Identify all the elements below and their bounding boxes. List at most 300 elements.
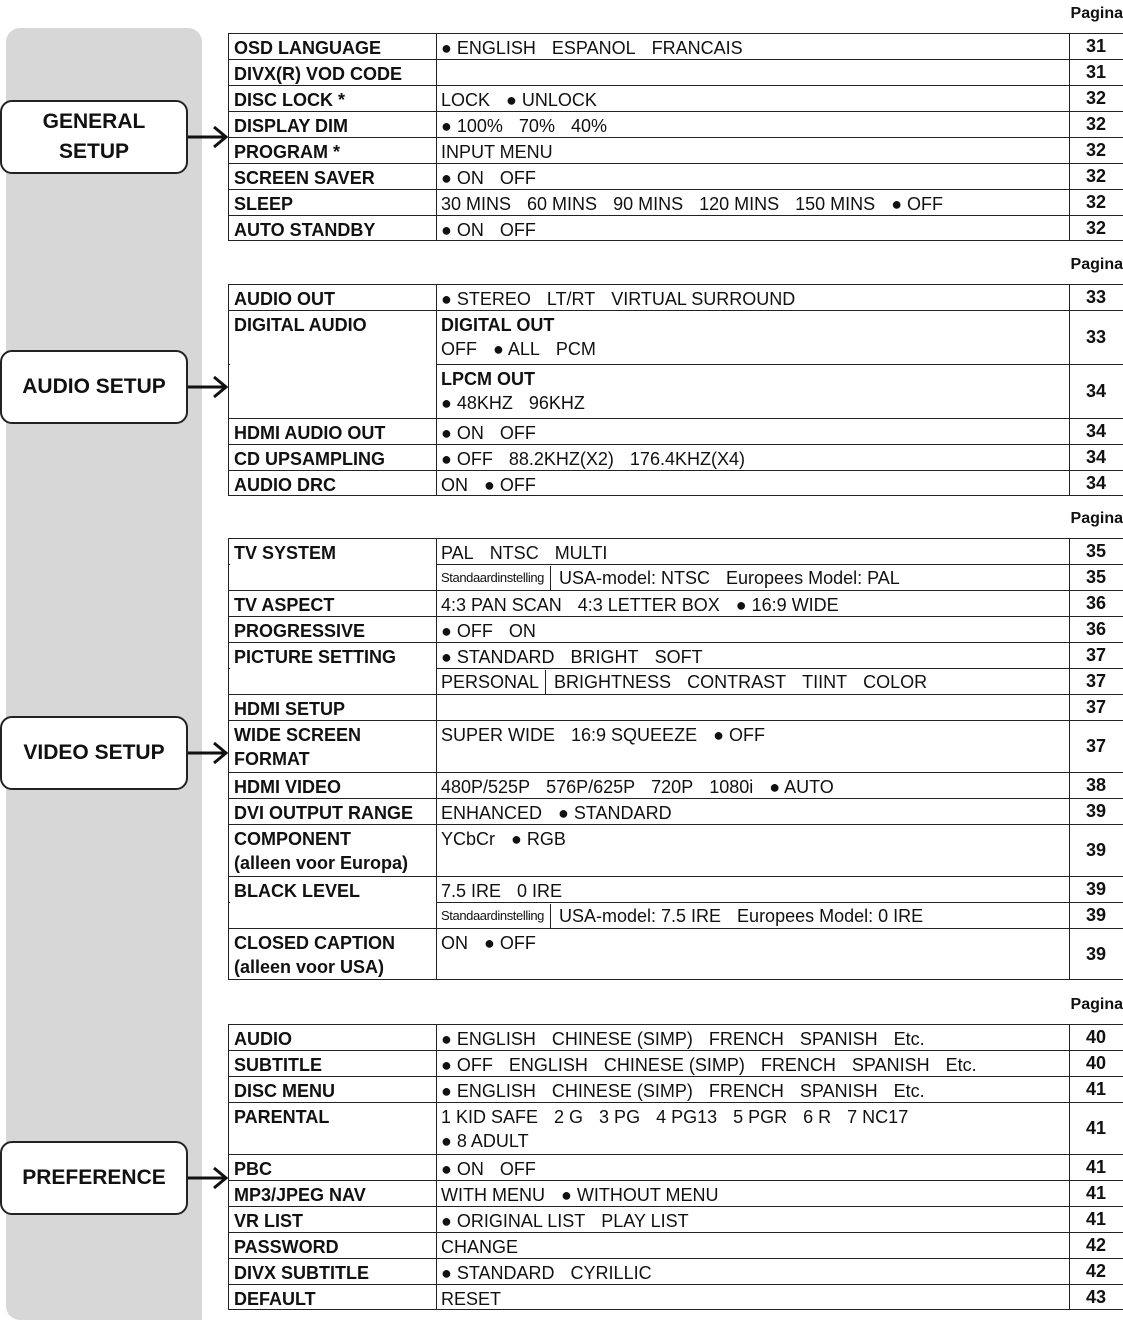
option-value: ● 16:9 WIDE xyxy=(735,595,839,615)
table-row xyxy=(228,137,1123,163)
option-value: CHINESE (SIMP) xyxy=(551,1029,693,1049)
option-value: LOCK xyxy=(441,90,491,110)
option-value: 4 PG13 xyxy=(656,1107,718,1127)
option-value: ● ORIGINAL LIST xyxy=(441,1211,586,1231)
setting-name xyxy=(228,60,437,85)
table-row xyxy=(228,189,1123,215)
table-row xyxy=(228,694,1123,720)
setting-name-text: SCREEN SAVER xyxy=(234,168,375,188)
page-number: 32 xyxy=(1069,138,1123,163)
setting-options xyxy=(437,1025,1069,1050)
page-number: 34 xyxy=(1069,419,1123,444)
setting-name-text: CLOSED CAPTION xyxy=(234,933,396,953)
table-row xyxy=(228,1180,1123,1206)
option-value: 7.5 IRE xyxy=(441,881,502,901)
option-value: 150 MINS xyxy=(795,194,876,214)
option-value: SPANISH xyxy=(799,1081,878,1101)
section-label-line: AUDIO SETUP xyxy=(22,375,166,398)
setting-name xyxy=(228,721,437,772)
option-value: FRANCAIS xyxy=(651,38,743,58)
page-number: 32 xyxy=(1069,164,1123,189)
option-group-label: Standaardinstelling xyxy=(441,566,551,590)
option-value: ● 48KHZ xyxy=(441,393,513,413)
option-value: 2 G xyxy=(554,1107,584,1127)
table-row xyxy=(228,1076,1123,1102)
setting-name xyxy=(228,877,437,902)
setting-name-note: (alleen voor Europa) xyxy=(234,853,409,873)
page-number: 43 xyxy=(1069,1285,1123,1309)
table-row xyxy=(228,1232,1123,1258)
option-value: SPANISH xyxy=(851,1055,930,1075)
page-number: 39 xyxy=(1069,877,1123,902)
option-value: 96KHZ xyxy=(528,393,585,413)
table-row xyxy=(228,1258,1123,1284)
table-row xyxy=(228,1284,1123,1310)
setting-options xyxy=(437,365,1069,418)
setting-name xyxy=(228,825,437,876)
option-value: CYRILLIC xyxy=(570,1263,652,1283)
setting-name xyxy=(228,617,437,642)
setting-name xyxy=(228,695,437,720)
page-number: 35 xyxy=(1069,539,1123,564)
option-value: ● 100% xyxy=(441,116,503,136)
section-label-line: PREFERENCE xyxy=(22,1166,166,1189)
page-number: 37 xyxy=(1069,721,1123,772)
option-value: ● OFF xyxy=(441,621,493,641)
option-value: BRIGHTNESS xyxy=(554,671,672,692)
setting-name-text: VR LIST xyxy=(234,1211,304,1231)
option-value: OFF xyxy=(499,423,536,443)
setting-name xyxy=(228,34,437,59)
setting-name xyxy=(228,799,437,824)
setting-name-text: HDMI AUDIO OUT xyxy=(234,423,386,443)
table-row xyxy=(228,928,1123,980)
table-row xyxy=(228,33,1123,59)
page-number: 33 xyxy=(1069,285,1123,310)
setting-name xyxy=(228,565,437,590)
option-value: COLOR xyxy=(863,671,928,692)
table-row xyxy=(228,1154,1123,1180)
option-subheading: LPCM OUT xyxy=(441,369,535,389)
setting-name-text: AUDIO DRC xyxy=(234,475,336,495)
page-number: 32 xyxy=(1069,112,1123,137)
pagina-label: Pagina xyxy=(1070,996,1123,1013)
option-value: WITH MENU xyxy=(441,1185,545,1205)
setting-name-text: DIGITAL AUDIO xyxy=(234,315,367,335)
setting-options xyxy=(437,799,1069,824)
page-number: 39 xyxy=(1069,929,1123,979)
page-number: 37 xyxy=(1069,669,1123,694)
option-value: SOFT xyxy=(654,647,703,667)
option-value: ● RGB xyxy=(511,829,566,849)
option-value: OFF xyxy=(441,339,477,359)
table-row xyxy=(228,284,1123,310)
section-button-1[interactable] xyxy=(0,350,188,424)
setting-name xyxy=(228,311,437,364)
option-value: CHINESE (SIMP) xyxy=(551,1081,693,1101)
setting-name-text: DIVX SUBTITLE xyxy=(234,1263,370,1283)
table-row xyxy=(228,310,1123,364)
setting-options xyxy=(437,471,1069,495)
option-value: ● STANDARD xyxy=(558,803,672,823)
setting-name-text: PROGRAM * xyxy=(234,142,341,162)
option-value: 16:9 SQUEEZE xyxy=(571,725,698,745)
setting-options xyxy=(437,190,1069,215)
setting-name-text: AUTO STANDBY xyxy=(234,220,376,240)
setting-options xyxy=(437,669,1069,694)
page-number: 32 xyxy=(1069,216,1123,240)
setting-name xyxy=(228,216,437,240)
option-value: FRENCH xyxy=(708,1029,784,1049)
table-row xyxy=(228,616,1123,642)
setting-name xyxy=(228,1077,437,1102)
setting-name xyxy=(228,643,437,668)
option-value: ● UNLOCK xyxy=(506,90,597,110)
setting-options xyxy=(437,825,1069,876)
option-value: FRENCH xyxy=(760,1055,836,1075)
setting-name-text: TV ASPECT xyxy=(234,595,335,615)
page-number: 40 xyxy=(1069,1051,1123,1076)
section-button-0[interactable] xyxy=(0,100,188,174)
page-number: 40 xyxy=(1069,1025,1123,1050)
setting-name xyxy=(228,86,437,111)
table-row xyxy=(228,470,1123,496)
option-value: ● STANDARD xyxy=(441,1263,555,1283)
table-row xyxy=(228,642,1123,668)
setting-name-text: SUBTITLE xyxy=(234,1055,322,1075)
table-row xyxy=(228,590,1123,616)
page-number: 33 xyxy=(1069,311,1123,364)
setting-name xyxy=(228,419,437,444)
option-value: ● OFF xyxy=(484,933,536,953)
option-value: ● ON xyxy=(441,168,484,188)
option-value: ON xyxy=(508,621,536,641)
setting-options xyxy=(437,34,1069,59)
setting-options xyxy=(437,1285,1069,1309)
page-number: 37 xyxy=(1069,695,1123,720)
setting-name xyxy=(228,1233,437,1258)
setting-options xyxy=(437,1259,1069,1284)
option-value: 30 MINS xyxy=(441,194,512,214)
option-value: 720P xyxy=(651,777,694,797)
option-value: ● STEREO xyxy=(441,289,531,309)
option-value: ● OFF xyxy=(891,194,944,214)
arrow-right-icon xyxy=(188,1165,230,1191)
setting-options xyxy=(437,591,1069,616)
option-value: ● STANDARD xyxy=(441,647,555,667)
pagina-label: Pagina xyxy=(1070,5,1123,22)
page-number: 39 xyxy=(1069,825,1123,876)
option-value: NTSC xyxy=(489,543,539,563)
setting-name xyxy=(228,138,437,163)
option-value: PCM xyxy=(555,339,596,359)
page-number: 32 xyxy=(1069,190,1123,215)
option-value: USA-model: 7.5 IRE xyxy=(558,905,722,926)
option-subheading: DIGITAL OUT xyxy=(441,315,555,335)
setting-name xyxy=(228,1155,437,1180)
option-value: 3 PG xyxy=(599,1107,641,1127)
option-value: 0 IRE xyxy=(517,881,563,901)
page-number: 34 xyxy=(1069,471,1123,495)
option-value: 4:3 PAN SCAN xyxy=(441,595,562,615)
option-value: VIRTUAL SURROUND xyxy=(611,289,796,309)
setting-name-text: PROGRESSIVE xyxy=(234,621,366,641)
option-value: ESPANOL xyxy=(551,38,636,58)
option-value: ● AUTO xyxy=(769,777,834,797)
page-number: 35 xyxy=(1069,565,1123,590)
page-number: 41 xyxy=(1069,1103,1123,1154)
setting-name xyxy=(228,929,437,979)
option-value: ● ENGLISH xyxy=(441,38,536,58)
option-value: 6 R xyxy=(803,1107,832,1127)
option-value: 1 KID SAFE xyxy=(441,1107,539,1127)
option-value: SPANISH xyxy=(799,1029,878,1049)
option-value: ENHANCED xyxy=(441,803,543,823)
option-value: BRIGHT xyxy=(570,647,639,667)
option-value: 1080i xyxy=(709,777,754,797)
setting-options xyxy=(437,60,1069,85)
option-value: ● 8 ADULT xyxy=(441,1131,529,1151)
option-value: 60 MINS xyxy=(527,194,598,214)
page-number: 42 xyxy=(1069,1259,1123,1284)
arrow-right-icon xyxy=(188,124,230,150)
pagina-label: Pagina xyxy=(1070,510,1123,527)
option-group-label: PERSONAL xyxy=(441,670,546,694)
settings-table xyxy=(228,1024,1123,1310)
setting-name-text: DVI OUTPUT RANGE xyxy=(234,803,414,823)
setting-options xyxy=(437,1207,1069,1232)
setting-options xyxy=(437,86,1069,111)
settings-table xyxy=(228,284,1123,496)
table-row xyxy=(228,163,1123,189)
setting-name xyxy=(228,1051,437,1076)
section-sidebar xyxy=(6,28,202,1320)
setting-name-text: PARENTAL xyxy=(234,1107,330,1127)
page-number: 41 xyxy=(1069,1181,1123,1206)
option-value: 70% xyxy=(518,116,555,136)
option-value: MULTI xyxy=(554,543,608,563)
table-row xyxy=(228,564,1123,590)
page-number: 39 xyxy=(1069,903,1123,928)
page-number: 36 xyxy=(1069,591,1123,616)
setting-name xyxy=(228,471,437,495)
option-value: ● ENGLISH xyxy=(441,1029,536,1049)
setting-options xyxy=(437,903,1069,928)
table-row xyxy=(228,1102,1123,1154)
setting-options xyxy=(437,565,1069,590)
setting-name-text: TV SYSTEM xyxy=(234,543,337,563)
option-value: ● OFF xyxy=(441,449,493,469)
table-row xyxy=(228,668,1123,694)
option-value: ● ENGLISH xyxy=(441,1081,536,1101)
table-row xyxy=(228,59,1123,85)
setting-options xyxy=(437,721,1069,772)
setting-name xyxy=(228,1025,437,1050)
option-value: ● ALL xyxy=(493,339,540,359)
option-value: ● WITHOUT MENU xyxy=(560,1185,719,1205)
option-value: Etc. xyxy=(945,1055,977,1075)
setting-name-note: FORMAT xyxy=(234,749,310,769)
option-value: Europees Model: 0 IRE xyxy=(737,905,924,926)
option-value: YCbCr xyxy=(441,829,496,849)
setting-name xyxy=(228,164,437,189)
setting-name-text: DEFAULT xyxy=(234,1289,316,1309)
page-number: 34 xyxy=(1069,365,1123,418)
page-number: 36 xyxy=(1069,617,1123,642)
setting-name xyxy=(228,445,437,470)
option-value: ● ON xyxy=(441,423,484,443)
option-value: RESET xyxy=(441,1289,502,1309)
option-value: ● OFF xyxy=(441,1055,493,1075)
page-number: 41 xyxy=(1069,1077,1123,1102)
setting-name xyxy=(228,903,437,928)
option-value: LT/RT xyxy=(546,289,596,309)
setting-options xyxy=(437,929,1069,979)
setting-name xyxy=(228,669,437,694)
page-number: 39 xyxy=(1069,799,1123,824)
setting-name xyxy=(228,1207,437,1232)
table-row xyxy=(228,876,1123,902)
option-value: PAL xyxy=(441,543,474,563)
option-value: ● OFF xyxy=(484,475,536,495)
option-value: 480P/525P xyxy=(441,777,531,797)
table-row xyxy=(228,364,1123,418)
option-value: SUPER WIDE xyxy=(441,725,556,745)
setting-name-text: OSD LANGUAGE xyxy=(234,38,382,58)
setting-name xyxy=(228,591,437,616)
option-value: 7 NC17 xyxy=(847,1107,909,1127)
setting-name xyxy=(228,365,437,418)
table-row xyxy=(228,1050,1123,1076)
setting-options xyxy=(437,617,1069,642)
section-button-2[interactable] xyxy=(0,716,188,790)
option-value: PLAY LIST xyxy=(601,1211,689,1231)
setting-options xyxy=(437,311,1069,364)
page-number: 42 xyxy=(1069,1233,1123,1258)
table-row xyxy=(228,444,1123,470)
option-value: Etc. xyxy=(893,1029,925,1049)
section-label-line: SETUP xyxy=(58,140,129,163)
setting-name-text: PICTURE SETTING xyxy=(234,647,397,667)
setting-name-text: MP3/JPEG NAV xyxy=(234,1185,366,1205)
table-row xyxy=(228,85,1123,111)
setting-name-text: PBC xyxy=(234,1159,273,1179)
option-value: OFF xyxy=(499,1159,536,1179)
option-value: FRENCH xyxy=(708,1081,784,1101)
option-value: USA-model: NTSC xyxy=(558,567,711,588)
section-button-3[interactable] xyxy=(0,1141,188,1215)
table-row xyxy=(228,418,1123,444)
option-value: 4:3 LETTER BOX xyxy=(577,595,720,615)
table-row xyxy=(228,538,1123,564)
setting-options xyxy=(437,773,1069,798)
setting-name-text: DIVX(R) VOD CODE xyxy=(234,64,403,84)
page-number: 41 xyxy=(1069,1207,1123,1232)
setting-name xyxy=(228,539,437,564)
page-number: 37 xyxy=(1069,643,1123,668)
option-value: CHINESE (SIMP) xyxy=(603,1055,745,1075)
setting-options xyxy=(437,695,1069,720)
setting-name xyxy=(228,190,437,215)
setting-options xyxy=(437,1181,1069,1206)
arrow-right-icon xyxy=(188,374,230,400)
setting-name-text: DISC LOCK * xyxy=(234,90,346,110)
setting-name xyxy=(228,1103,437,1154)
table-row xyxy=(228,772,1123,798)
page-number: 31 xyxy=(1069,60,1123,85)
setting-options xyxy=(437,1233,1069,1258)
option-value: 576P/625P xyxy=(546,777,636,797)
setting-name-text: DISC MENU xyxy=(234,1081,336,1101)
option-value: CONTRAST xyxy=(687,671,787,692)
option-value: Etc. xyxy=(893,1081,925,1101)
setting-options xyxy=(437,138,1069,163)
option-value: CHANGE xyxy=(441,1237,519,1257)
setting-options xyxy=(437,1051,1069,1076)
table-row xyxy=(228,824,1123,876)
settings-table xyxy=(228,538,1123,980)
arrow-right-icon xyxy=(188,740,230,766)
table-row xyxy=(228,720,1123,772)
option-value: 40% xyxy=(570,116,607,136)
table-row xyxy=(228,215,1123,241)
setting-name xyxy=(228,112,437,137)
option-value: 88.2KHZ(X2) xyxy=(508,449,614,469)
setting-options xyxy=(437,1155,1069,1180)
setting-name xyxy=(228,773,437,798)
option-value: 5 PGR xyxy=(733,1107,788,1127)
option-value: Europees Model: PAL xyxy=(726,567,900,588)
setting-name-text: AUDIO OUT xyxy=(234,289,335,309)
setting-name-text: PASSWORD xyxy=(234,1237,339,1257)
table-row xyxy=(228,798,1123,824)
setting-options xyxy=(437,1077,1069,1102)
option-group-label: Standaardinstelling xyxy=(441,904,551,928)
setting-name xyxy=(228,1181,437,1206)
option-value: 176.4KHZ(X4) xyxy=(629,449,745,469)
page-number: 38 xyxy=(1069,773,1123,798)
setting-options xyxy=(437,164,1069,189)
option-value: OFF xyxy=(499,220,536,240)
pagina-label: Pagina xyxy=(1070,256,1123,273)
setting-options xyxy=(437,1103,1069,1154)
setting-options xyxy=(437,643,1069,668)
setting-name-text: WIDE SCREEN xyxy=(234,725,362,745)
page-number: 31 xyxy=(1069,34,1123,59)
option-value: ON xyxy=(441,475,468,495)
table-row xyxy=(228,111,1123,137)
option-value: ENGLISH xyxy=(508,1055,588,1075)
section-label-line: VIDEO SETUP xyxy=(23,741,165,764)
option-value: ● ON xyxy=(441,220,484,240)
settings-table xyxy=(228,33,1123,241)
option-value: ● OFF xyxy=(713,725,765,745)
table-row xyxy=(228,1024,1123,1050)
setting-options xyxy=(437,445,1069,470)
setting-name-text: DISPLAY DIM xyxy=(234,116,349,136)
setting-name-text: HDMI SETUP xyxy=(234,699,346,719)
section-label-line: GENERAL xyxy=(42,110,146,133)
setting-options xyxy=(437,877,1069,902)
setting-options xyxy=(437,539,1069,564)
table-row xyxy=(228,902,1123,928)
option-value: OFF xyxy=(499,168,536,188)
setting-name-note: (alleen voor USA) xyxy=(234,957,385,977)
setting-name xyxy=(228,1285,437,1309)
setting-name-text: BLACK LEVEL xyxy=(234,881,360,901)
option-value: 90 MINS xyxy=(613,194,684,214)
setting-options xyxy=(437,112,1069,137)
